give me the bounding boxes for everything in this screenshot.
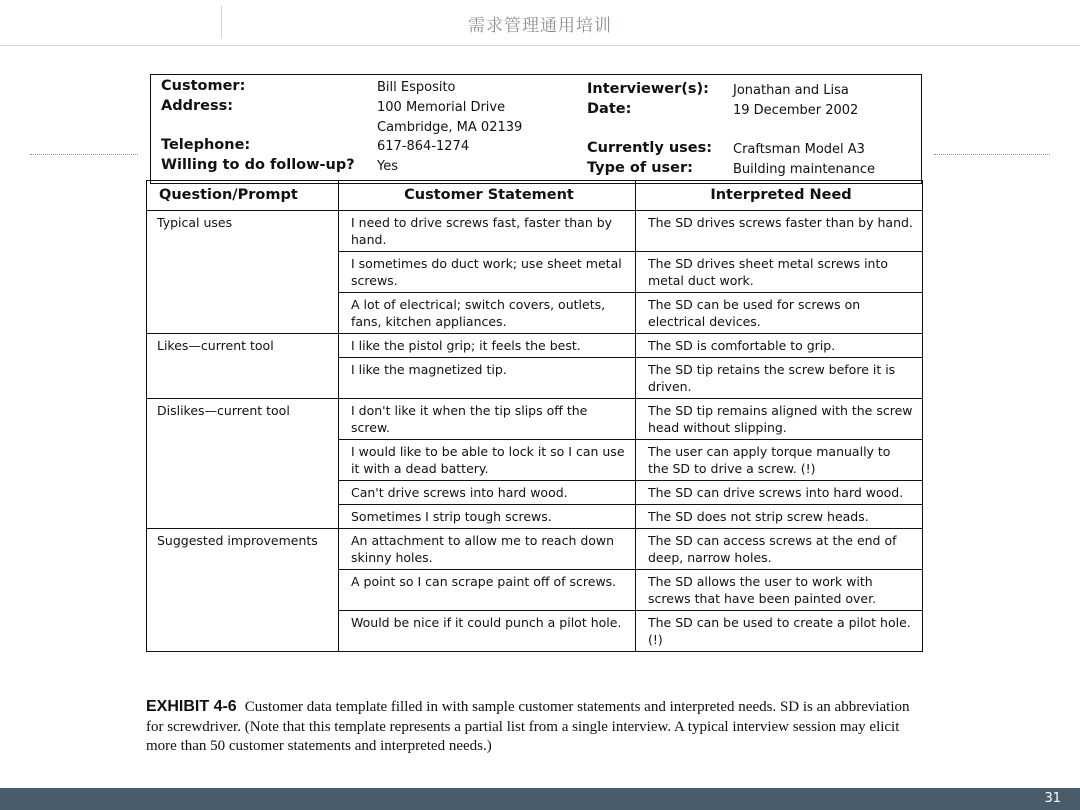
table-row xyxy=(147,334,923,358)
need-cell: The SD can be used to create a pilot hole. (!) xyxy=(636,611,923,652)
interviewers-value: Jonathan and Lisa xyxy=(733,83,849,98)
usertype-value: Building maintenance xyxy=(733,162,876,177)
need-cell: The SD tip remains aligned with the screw head without slipping. xyxy=(636,399,923,440)
statement-cell: I like the magnetized tip. xyxy=(339,358,636,399)
need-cell: The SD is comfortable to grip. xyxy=(636,334,923,358)
address-line1: 100 Memorial Drive xyxy=(377,100,506,115)
col-header-prompt: Question/Prompt xyxy=(147,181,339,211)
statement-cell: Can't drive screws into hard wood. xyxy=(339,481,636,505)
prompt-cell: Dislikes—current tool xyxy=(147,399,339,529)
table-header-row xyxy=(147,181,923,211)
prompt-cell: Suggested improvements xyxy=(147,529,339,652)
need-cell: The SD can access screws at the end of deep, narrow holes. xyxy=(636,529,923,570)
address-line2: Cambridge, MA 02139 xyxy=(377,120,523,135)
need-cell: The SD drives sheet metal screws into metal duct work. xyxy=(636,252,923,293)
customer-info-form xyxy=(150,74,922,184)
exhibit-caption xyxy=(146,697,926,757)
col-header-need: Interpreted Need xyxy=(636,181,923,211)
page-number: 31 xyxy=(1044,791,1061,806)
interviewers-label: Interviewer(s): xyxy=(587,81,709,97)
customer-label: Customer: xyxy=(161,78,246,94)
statement-cell: I like the pistol grip; it feels the best. xyxy=(339,334,636,358)
telephone-value: 617-864-1274 xyxy=(377,139,470,154)
statement-cell: An attachment to allow me to reach down skinny holes. xyxy=(339,529,636,570)
statement-cell: I need to drive screws fast, faster than by hand. xyxy=(339,211,636,252)
prompt-cell: Likes—current tool xyxy=(147,334,339,399)
statement-cell: A point so I can scrape paint off of screws. xyxy=(339,570,636,611)
followup-label: Willing to do follow-up? xyxy=(161,157,355,173)
need-cell: The SD does not strip screw heads. xyxy=(636,505,923,529)
statement-cell: Would be nice if it could punch a pilot hole. xyxy=(339,611,636,652)
uses-label: Currently uses: xyxy=(587,140,713,156)
statement-cell: Sometimes I strip tough screws. xyxy=(339,505,636,529)
need-cell: The SD can drive screws into hard wood. xyxy=(636,481,923,505)
exhibit-scan xyxy=(146,68,924,684)
statement-cell: A lot of electrical; switch covers, outlets, fans, kitchen appliances. xyxy=(339,293,636,334)
caption-text: Customer data template filled in with sample customer statements and interpreted needs. SD is an abbreviation for screwdriver. (Note that this template represents a partial list from a single interview. A typical interview session may elicit more than 50 customer statements and interpreted needs.) xyxy=(146,699,910,754)
table-row xyxy=(147,211,923,252)
page-title: 需求管理通用培训 xyxy=(468,16,612,36)
prompt-cell: Typical uses xyxy=(147,211,339,334)
need-cell: The user can apply torque manually to the SD to drive a screw. (!) xyxy=(636,440,923,481)
usertype-label: Type of user: xyxy=(587,160,693,176)
table-row xyxy=(147,529,923,570)
customer-value: Bill Esposito xyxy=(377,80,456,95)
col-header-statement: Customer Statement xyxy=(339,181,636,211)
statement-cell: I don't like it when the tip slips off the screw. xyxy=(339,399,636,440)
address-label: Address: xyxy=(161,98,234,114)
exhibit-label: EXHIBIT 4-6 xyxy=(146,698,237,715)
statement-cell: I sometimes do duct work; use sheet metal screws. xyxy=(339,252,636,293)
needs-table xyxy=(146,180,923,652)
need-cell: The SD tip retains the screw before it is driven. xyxy=(636,358,923,399)
need-cell: The SD can be used for screws on electrical devices. xyxy=(636,293,923,334)
followup-value: Yes xyxy=(377,159,398,174)
footer-bar xyxy=(0,788,1080,810)
table-row xyxy=(147,399,923,440)
statement-cell: I would like to be able to lock it so I can use it with a dead battery. xyxy=(339,440,636,481)
need-cell: The SD drives screws faster than by hand. xyxy=(636,211,923,252)
telephone-label: Telephone: xyxy=(161,137,251,153)
uses-value: Craftsman Model A3 xyxy=(733,142,865,157)
date-value: 19 December 2002 xyxy=(733,103,859,118)
header-bar xyxy=(0,0,1080,46)
dotted-line-right xyxy=(934,154,1050,155)
dotted-line-left xyxy=(30,154,138,155)
need-cell: The SD allows the user to work with screws that have been painted over. xyxy=(636,570,923,611)
date-label: Date: xyxy=(587,101,632,117)
